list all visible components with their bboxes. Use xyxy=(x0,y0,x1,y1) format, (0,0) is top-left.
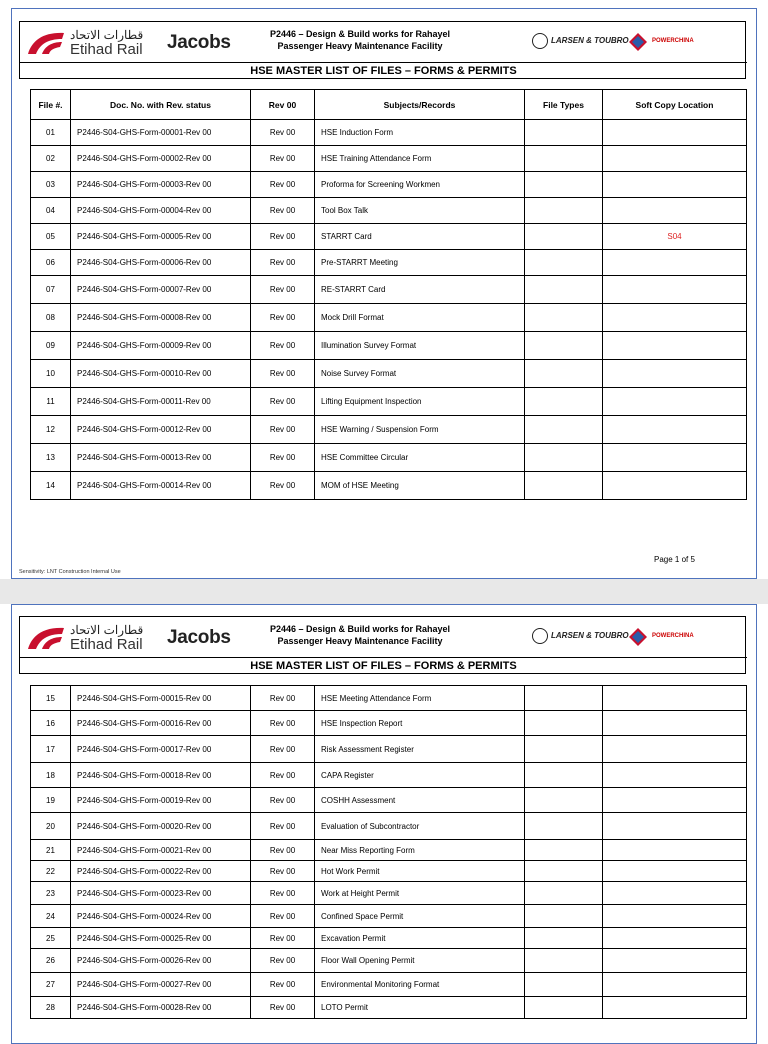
etihad-arabic-name: قطارات الاتحاد xyxy=(70,623,144,637)
doc-number-cell: P2446-S04-GHS-Form-00028-Rev 00 xyxy=(71,997,251,1019)
subject-cell: Hot Work Permit xyxy=(315,861,525,882)
rev-cell: Rev 00 xyxy=(251,861,315,882)
rev-cell: Rev 00 xyxy=(251,763,315,788)
soft-copy-location-cell xyxy=(603,360,747,388)
file-number-cell: 18 xyxy=(31,763,71,788)
header-box xyxy=(19,616,746,674)
doc-number-cell: P2446-S04-GHS-Form-00002-Rev 00 xyxy=(71,146,251,172)
doc-number-cell: P2446-S04-GHS-Form-00006-Rev 00 xyxy=(71,250,251,276)
file-type-cell xyxy=(525,949,603,973)
file-number-cell: 28 xyxy=(31,997,71,1019)
subject-cell: HSE Committee Circular xyxy=(315,444,525,472)
soft-copy-location-cell xyxy=(603,840,747,861)
doc-number-cell: P2446-S04-GHS-Form-00027-Rev 00 xyxy=(71,973,251,997)
subject-cell: HSE Inspection Report xyxy=(315,711,525,736)
file-number-cell: 07 xyxy=(31,276,71,304)
table-row xyxy=(31,882,747,905)
rev-cell: Rev 00 xyxy=(251,360,315,388)
etihad-english-name: Etihad Rail xyxy=(70,41,143,58)
table-row xyxy=(31,763,747,788)
table-row xyxy=(31,172,747,198)
file-number-cell: 11 xyxy=(31,388,71,416)
file-type-cell xyxy=(525,360,603,388)
subject-cell: RE-STARRT Card xyxy=(315,276,525,304)
col-file-types: File Types xyxy=(525,90,603,120)
subject-cell: Proforma for Screening Workmen xyxy=(315,172,525,198)
doc-number-cell: P2446-S04-GHS-Form-00015-Rev 00 xyxy=(71,686,251,711)
rev-cell: Rev 00 xyxy=(251,198,315,224)
doc-number-cell: P2446-S04-GHS-Form-00001-Rev 00 xyxy=(71,120,251,146)
subject-cell: LOTO Permit xyxy=(315,997,525,1019)
project-line-2: Passenger Heavy Maintenance Facility xyxy=(277,636,443,646)
file-number-cell: 09 xyxy=(31,332,71,360)
etihad-rail-logo xyxy=(26,28,152,58)
etihad-arabic-name: قطارات الاتحاد xyxy=(70,28,144,42)
file-number-cell: 17 xyxy=(31,736,71,763)
file-type-cell xyxy=(525,172,603,198)
table-row xyxy=(31,928,747,949)
subject-cell: Excavation Permit xyxy=(315,928,525,949)
doc-number-cell: P2446-S04-GHS-Form-00026-Rev 00 xyxy=(71,949,251,973)
page-number xyxy=(654,555,695,564)
subject-cell: STARRT Card xyxy=(315,224,525,250)
file-type-cell xyxy=(525,444,603,472)
soft-copy-location-cell xyxy=(603,198,747,224)
subject-cell: Noise Survey Format xyxy=(315,360,525,388)
soft-copy-location-cell xyxy=(603,882,747,905)
subject-cell: MOM of HSE Meeting xyxy=(315,472,525,500)
file-type-cell xyxy=(525,928,603,949)
col-subjects: Subjects/Records xyxy=(315,90,525,120)
table-row xyxy=(31,304,747,332)
soft-copy-location-cell xyxy=(603,332,747,360)
powerchina-logo-icon xyxy=(629,628,647,646)
soft-copy-location-cell xyxy=(603,997,747,1019)
file-type-cell xyxy=(525,686,603,711)
file-type-cell xyxy=(525,388,603,416)
file-number-cell: 23 xyxy=(31,882,71,905)
subject-cell: Near Miss Reporting Form xyxy=(315,840,525,861)
jacobs-logo: Jacobs xyxy=(167,627,231,648)
table-header-row xyxy=(31,90,747,120)
doc-number-cell: P2446-S04-GHS-Form-00008-Rev 00 xyxy=(71,304,251,332)
rev-cell: Rev 00 xyxy=(251,788,315,813)
soft-copy-location-cell xyxy=(603,928,747,949)
subject-cell: Tool Box Talk xyxy=(315,198,525,224)
table-row xyxy=(31,224,747,250)
file-type-cell xyxy=(525,416,603,444)
file-number-cell: 05 xyxy=(31,224,71,250)
file-type-cell xyxy=(525,276,603,304)
soft-copy-location-cell xyxy=(603,304,747,332)
col-file-number: File #. xyxy=(31,90,71,120)
soft-copy-location-cell xyxy=(603,250,747,276)
header-box xyxy=(19,21,746,79)
file-type-cell xyxy=(525,198,603,224)
rev-cell: Rev 00 xyxy=(251,928,315,949)
file-number-cell: 02 xyxy=(31,146,71,172)
soft-copy-location-cell xyxy=(603,736,747,763)
rev-cell: Rev 00 xyxy=(251,120,315,146)
rev-cell: Rev 00 xyxy=(251,304,315,332)
doc-number-cell: P2446-S04-GHS-Form-00022-Rev 00 xyxy=(71,861,251,882)
file-type-cell xyxy=(525,763,603,788)
rev-cell: Rev 00 xyxy=(251,250,315,276)
subject-cell: HSE Meeting Attendance Form xyxy=(315,686,525,711)
file-type-cell xyxy=(525,813,603,840)
subject-cell: Confined Space Permit xyxy=(315,905,525,928)
subject-cell: Illumination Survey Format xyxy=(315,332,525,360)
rev-cell: Rev 00 xyxy=(251,276,315,304)
col-doc-number: Doc. No. with Rev. status xyxy=(71,90,251,120)
table-row xyxy=(31,711,747,736)
file-type-cell xyxy=(525,788,603,813)
lt-name: LARSEN & TOUBRO xyxy=(551,36,629,45)
rev-cell: Rev 00 xyxy=(251,146,315,172)
rev-cell: Rev 00 xyxy=(251,882,315,905)
lt-logo-icon xyxy=(532,628,548,644)
file-number-cell: 26 xyxy=(31,949,71,973)
file-type-cell xyxy=(525,332,603,360)
table-row xyxy=(31,120,747,146)
powerchina-name: POWERCHINA xyxy=(652,633,694,639)
rev-cell: Rev 00 xyxy=(251,686,315,711)
rev-cell: Rev 00 xyxy=(251,332,315,360)
subject-cell: Lifting Equipment Inspection xyxy=(315,388,525,416)
table-row xyxy=(31,198,747,224)
soft-copy-location-cell xyxy=(603,788,747,813)
subject-cell: Pre-STARRT Meeting xyxy=(315,250,525,276)
table-row xyxy=(31,472,747,500)
rev-cell: Rev 00 xyxy=(251,840,315,861)
file-type-cell xyxy=(525,711,603,736)
doc-number-cell: P2446-S04-GHS-Form-00012-Rev 00 xyxy=(71,416,251,444)
file-number-cell: 10 xyxy=(31,360,71,388)
doc-number-cell: P2446-S04-GHS-Form-00004-Rev 00 xyxy=(71,198,251,224)
soft-copy-location-cell xyxy=(603,146,747,172)
col-soft-copy-location: Soft Copy Location xyxy=(603,90,747,120)
table-row xyxy=(31,813,747,840)
doc-number-cell: P2446-S04-GHS-Form-00010-Rev 00 xyxy=(71,360,251,388)
etihad-rail-mark-icon xyxy=(26,30,66,56)
soft-copy-location-cell xyxy=(603,711,747,736)
soft-copy-location-cell xyxy=(603,120,747,146)
file-number-cell: 27 xyxy=(31,973,71,997)
rev-cell: Rev 00 xyxy=(251,444,315,472)
file-type-cell xyxy=(525,120,603,146)
soft-copy-location-cell xyxy=(603,861,747,882)
document-title: HSE MASTER LIST OF FILES – FORMS & PERMITS xyxy=(20,62,747,81)
doc-number-cell: P2446-S04-GHS-Form-00024-Rev 00 xyxy=(71,905,251,928)
powerchina-logo-icon xyxy=(629,33,647,51)
soft-copy-location-cell xyxy=(603,813,747,840)
table-row xyxy=(31,736,747,763)
file-number-cell: 14 xyxy=(31,472,71,500)
subject-cell: Work at Height Permit xyxy=(315,882,525,905)
soft-copy-location-cell xyxy=(603,686,747,711)
doc-number-cell: P2446-S04-GHS-Form-00016-Rev 00 xyxy=(71,711,251,736)
lt-name: LARSEN & TOUBRO xyxy=(551,631,629,640)
file-type-cell xyxy=(525,224,603,250)
rev-cell: Rev 00 xyxy=(251,905,315,928)
doc-number-cell: P2446-S04-GHS-Form-00003-Rev 00 xyxy=(71,172,251,198)
project-line-1: P2446 – Design & Build works for Rahayel xyxy=(269,29,451,39)
doc-number-cell: P2446-S04-GHS-Form-00018-Rev 00 xyxy=(71,763,251,788)
subject-cell: HSE Warning / Suspension Form xyxy=(315,416,525,444)
rev-cell: Rev 00 xyxy=(251,224,315,250)
rev-cell: Rev 00 xyxy=(251,813,315,840)
contractor-logos xyxy=(532,627,732,647)
soft-copy-location-cell xyxy=(603,949,747,973)
table-row xyxy=(31,250,747,276)
table-row xyxy=(31,905,747,928)
rev-cell: Rev 00 xyxy=(251,416,315,444)
subject-cell: Mock Drill Format xyxy=(315,304,525,332)
etihad-rail-mark-icon xyxy=(26,625,66,651)
rev-cell: Rev 00 xyxy=(251,997,315,1019)
subject-cell: Environmental Monitoring Format xyxy=(315,973,525,997)
doc-number-cell: P2446-S04-GHS-Form-00023-Rev 00 xyxy=(71,882,251,905)
soft-copy-location-cell xyxy=(603,763,747,788)
table-row xyxy=(31,949,747,973)
page-number-label: Page 1 of 5 xyxy=(654,555,695,564)
rev-cell: Rev 00 xyxy=(251,388,315,416)
table-row xyxy=(31,360,747,388)
table-row xyxy=(31,146,747,172)
file-type-cell xyxy=(525,861,603,882)
soft-copy-location-cell xyxy=(603,416,747,444)
file-number-cell: 06 xyxy=(31,250,71,276)
table-row xyxy=(31,686,747,711)
subject-cell: Risk Assessment Register xyxy=(315,736,525,763)
file-number-cell: 12 xyxy=(31,416,71,444)
doc-number-cell: P2446-S04-GHS-Form-00007-Rev 00 xyxy=(71,276,251,304)
soft-copy-location-cell xyxy=(603,472,747,500)
doc-number-cell: P2446-S04-GHS-Form-00019-Rev 00 xyxy=(71,788,251,813)
doc-number-cell: P2446-S04-GHS-Form-00020-Rev 00 xyxy=(71,813,251,840)
file-number-cell: 08 xyxy=(31,304,71,332)
table-row xyxy=(31,276,747,304)
soft-copy-location-cell xyxy=(603,276,747,304)
file-type-cell xyxy=(525,905,603,928)
project-line-2: Passenger Heavy Maintenance Facility xyxy=(277,41,443,51)
soft-copy-location-cell xyxy=(603,388,747,416)
soft-copy-location-cell: S04 xyxy=(603,224,747,250)
soft-copy-location-cell xyxy=(603,172,747,198)
table-row xyxy=(31,332,747,360)
doc-number-cell: P2446-S04-GHS-Form-00011-Rev 00 xyxy=(71,388,251,416)
rev-cell: Rev 00 xyxy=(251,172,315,198)
file-number-cell: 24 xyxy=(31,905,71,928)
rev-cell: Rev 00 xyxy=(251,949,315,973)
doc-number-cell: P2446-S04-GHS-Form-00014-Rev 00 xyxy=(71,472,251,500)
file-type-cell xyxy=(525,304,603,332)
forms-table-page-1 xyxy=(30,89,747,500)
file-number-cell: 04 xyxy=(31,198,71,224)
project-title xyxy=(245,623,475,647)
file-number-cell: 13 xyxy=(31,444,71,472)
file-number-cell: 22 xyxy=(31,861,71,882)
forms-table-page-2 xyxy=(30,685,747,1019)
file-type-cell xyxy=(525,840,603,861)
etihad-rail-logo xyxy=(26,623,152,653)
subject-cell: COSHH Assessment xyxy=(315,788,525,813)
rev-cell: Rev 00 xyxy=(251,472,315,500)
soft-copy-location-cell xyxy=(603,905,747,928)
table-row xyxy=(31,416,747,444)
file-type-cell xyxy=(525,882,603,905)
rev-cell: Rev 00 xyxy=(251,736,315,763)
soft-copy-location-cell xyxy=(603,444,747,472)
file-type-cell xyxy=(525,250,603,276)
file-number-cell: 03 xyxy=(31,172,71,198)
file-number-cell: 21 xyxy=(31,840,71,861)
table-row xyxy=(31,840,747,861)
col-rev: Rev 00 xyxy=(251,90,315,120)
file-number-cell: 16 xyxy=(31,711,71,736)
page-gap xyxy=(0,579,768,604)
doc-number-cell: P2446-S04-GHS-Form-00017-Rev 00 xyxy=(71,736,251,763)
file-number-cell: 19 xyxy=(31,788,71,813)
table-row xyxy=(31,861,747,882)
document-title: HSE MASTER LIST OF FILES – FORMS & PERMITS xyxy=(20,657,747,676)
file-type-cell xyxy=(525,472,603,500)
rev-cell: Rev 00 xyxy=(251,711,315,736)
soft-copy-location-cell xyxy=(603,973,747,997)
file-number-cell: 15 xyxy=(31,686,71,711)
doc-number-cell: P2446-S04-GHS-Form-00005-Rev 00 xyxy=(71,224,251,250)
table-row xyxy=(31,788,747,813)
jacobs-logo: Jacobs xyxy=(167,32,231,53)
subject-cell: Evaluation of Subcontractor xyxy=(315,813,525,840)
doc-number-cell: P2446-S04-GHS-Form-00009-Rev 00 xyxy=(71,332,251,360)
subject-cell: Floor Wall Opening Permit xyxy=(315,949,525,973)
doc-number-cell: P2446-S04-GHS-Form-00021-Rev 00 xyxy=(71,840,251,861)
table-row xyxy=(31,388,747,416)
file-type-cell xyxy=(525,146,603,172)
table-row xyxy=(31,997,747,1019)
doc-number-cell: P2446-S04-GHS-Form-00025-Rev 00 xyxy=(71,928,251,949)
project-title xyxy=(245,28,475,52)
file-number-cell: 20 xyxy=(31,813,71,840)
contractor-logos xyxy=(532,32,732,52)
doc-number-cell: P2446-S04-GHS-Form-00013-Rev 00 xyxy=(71,444,251,472)
file-type-cell xyxy=(525,736,603,763)
project-line-1: P2446 – Design & Build works for Rahayel xyxy=(269,624,451,634)
file-type-cell xyxy=(525,973,603,997)
subject-cell: HSE Induction Form xyxy=(315,120,525,146)
subject-cell: CAPA Register xyxy=(315,763,525,788)
file-type-cell xyxy=(525,997,603,1019)
powerchina-name: POWERCHINA xyxy=(652,38,694,44)
lt-logo-icon xyxy=(532,33,548,49)
etihad-english-name: Etihad Rail xyxy=(70,636,143,653)
rev-cell: Rev 00 xyxy=(251,973,315,997)
table-row xyxy=(31,973,747,997)
subject-cell: HSE Training Attendance Form xyxy=(315,146,525,172)
file-number-cell: 01 xyxy=(31,120,71,146)
file-number-cell: 25 xyxy=(31,928,71,949)
table-row xyxy=(31,444,747,472)
sensitivity-label: Sensitivity: LNT Construction Internal Use xyxy=(19,569,121,575)
